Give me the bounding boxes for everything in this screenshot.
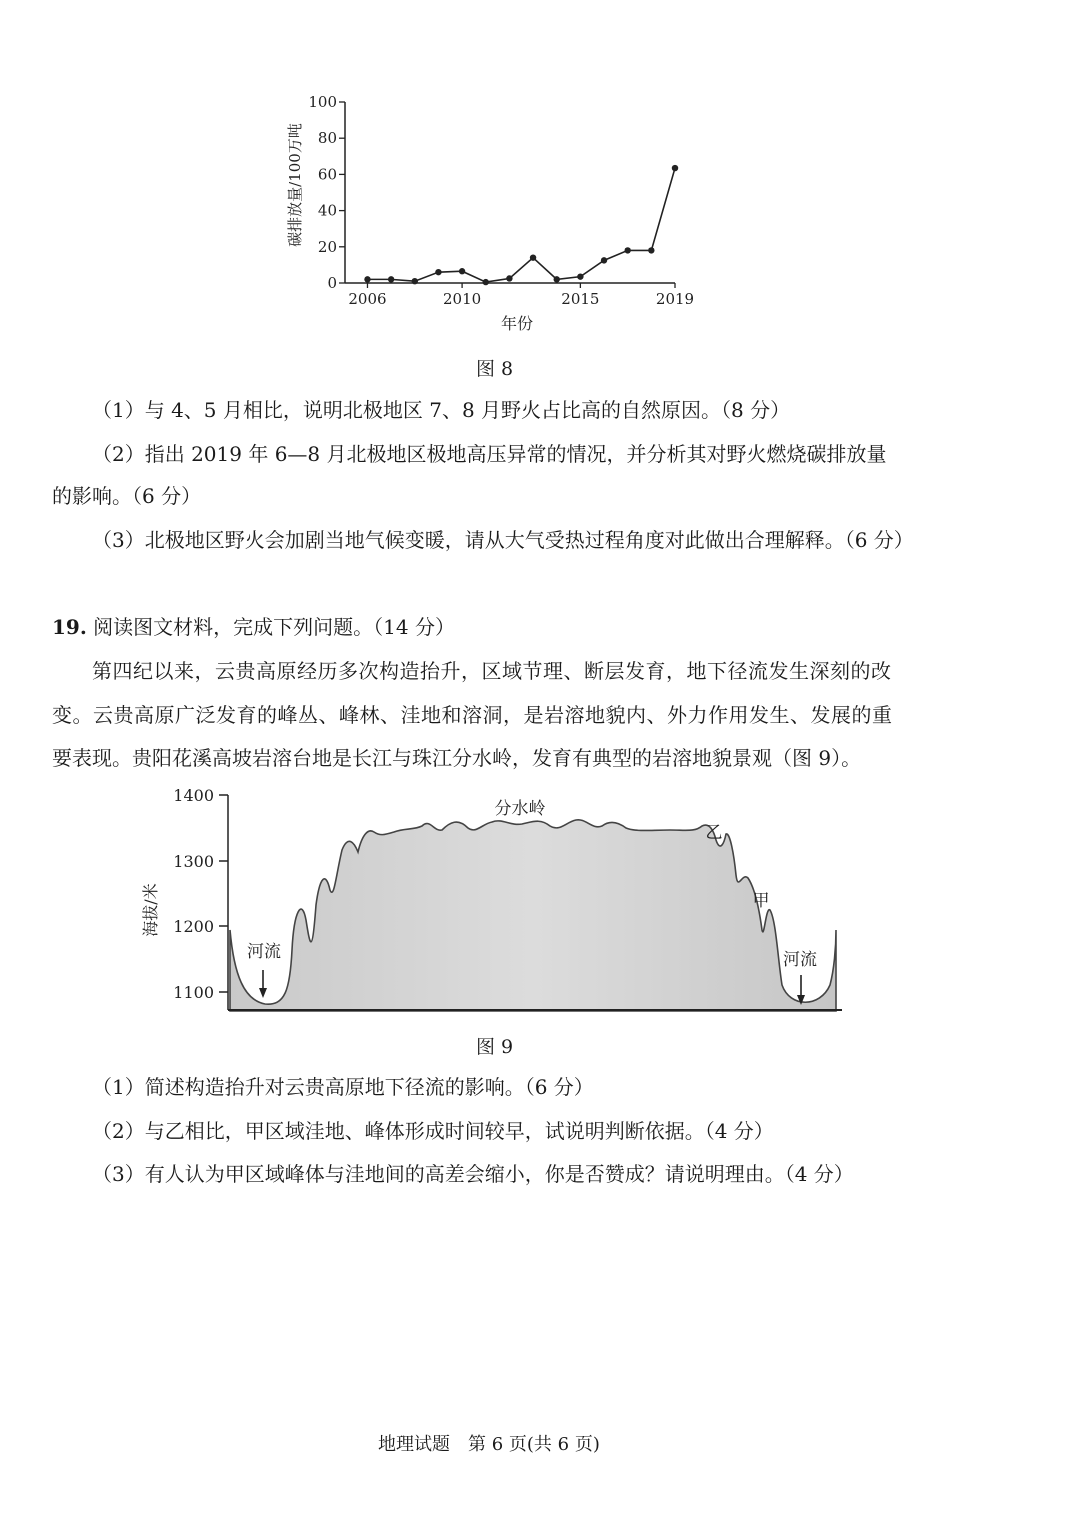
label-jia: 甲 (752, 891, 770, 911)
q19-heading (52, 613, 455, 641)
figure-8-chart (280, 85, 720, 340)
y-tick-label: 0 (327, 274, 337, 292)
y-tick-labels (308, 93, 337, 292)
data-point (435, 269, 441, 275)
y-tick-label: 1200 (173, 917, 214, 936)
q19-intro: 阅读图文材料，完成下列问题。（14 分） (93, 615, 455, 639)
x-tick-label: 2006 (348, 290, 387, 308)
data-point (459, 268, 465, 274)
data-point (412, 278, 418, 284)
y-axis-label: 碳排放量/100万吨 (286, 123, 304, 247)
x-tick-label: 2019 (655, 290, 695, 308)
label-river-right: 河流 (783, 950, 817, 970)
label-yi: 乙 (705, 823, 723, 843)
data-point (388, 276, 394, 282)
q19-paragraph-line3: 要表现。贵阳花溪高坡岩溶台地是长江与珠江分水岭，发育有典型的岩溶地貌景观（图 9）。 (52, 746, 862, 770)
q19-sub2: （2）与乙相比，甲区域洼地、峰体形成时间较早，试说明判断依据。（4 分） (92, 1119, 774, 1143)
figure-9-caption: 图 9 (476, 1036, 514, 1058)
figure-8-caption: 图 8 (476, 358, 514, 380)
data-point (577, 273, 583, 279)
chart-series-line (367, 168, 675, 282)
y-tick-label: 1400 (173, 786, 214, 805)
data-point (648, 247, 654, 253)
y-tick-label: 60 (317, 165, 337, 184)
y-axis-label: 海拔/米 (141, 883, 160, 937)
arrow-down-icon (259, 970, 267, 998)
x-tick-label: 2010 (443, 290, 482, 308)
data-point (364, 276, 370, 282)
y-tick-label: 20 (317, 237, 337, 256)
label-river-left: 河流 (247, 942, 281, 962)
q18-sub2-line2: 的影响。（6 分） (52, 484, 202, 508)
q18-sub3: （3）北极地区野火会加剧当地气候变暖，请从大气受热过程角度对此做出合理解释。（6 分） (92, 528, 914, 552)
page-footer: 地理试题 第 6 页(共 6 页) (378, 1434, 600, 1455)
data-point (554, 276, 560, 282)
label-divide: 分水岭 (494, 799, 546, 819)
q18-sub2-line1: （2）指出 2019 年 6—8 月北极地区极地高压异常的情况，并分析其对野火燃烧碳排放量 (92, 442, 887, 466)
y-tick-label: 40 (317, 201, 337, 220)
y-tick-label: 1100 (173, 983, 214, 1002)
figure-9-profile (130, 780, 860, 1025)
data-point (672, 165, 678, 171)
q19-sub1: （1）简述构造抬升对云贵高原地下径流的影响。（6 分） (92, 1075, 594, 1099)
y-tick-label: 100 (308, 93, 337, 111)
data-point (624, 247, 630, 253)
q19-sub3: （3）有人认为甲区域峰体与洼地间的高差会缩小，你是否赞成？请说明理由。（4 分） (92, 1162, 854, 1186)
data-point (601, 257, 607, 263)
x-axis-label: 年份 (500, 314, 534, 333)
data-point (506, 275, 512, 281)
series-line (367, 168, 675, 282)
q19-paragraph-line2: 变。云贵高原广泛发育的峰丛、峰林、洼地和溶洞，是岩溶地貌内、外力作用发生、发展的重 (52, 703, 893, 727)
y-tick-label: 1300 (173, 852, 214, 871)
x-tick-labels (348, 290, 694, 308)
q19-number: 19. (52, 615, 87, 639)
data-point (530, 254, 536, 260)
q19-paragraph-line1: 第四纪以来，云贵高原经历多次构造抬升，区域节理、断层发育，地下径流发生深刻的改 (92, 659, 892, 683)
terrain-profile (230, 820, 836, 1011)
q18-sub1: （1）与 4、5 月相比，说明北极地区 7、8 月野火占比高的自然原因。（8 分） (92, 398, 791, 422)
x-tick-label: 2015 (561, 290, 600, 308)
y-tick-label: 80 (317, 129, 337, 148)
chart-axes (339, 102, 675, 288)
data-point (483, 279, 489, 285)
